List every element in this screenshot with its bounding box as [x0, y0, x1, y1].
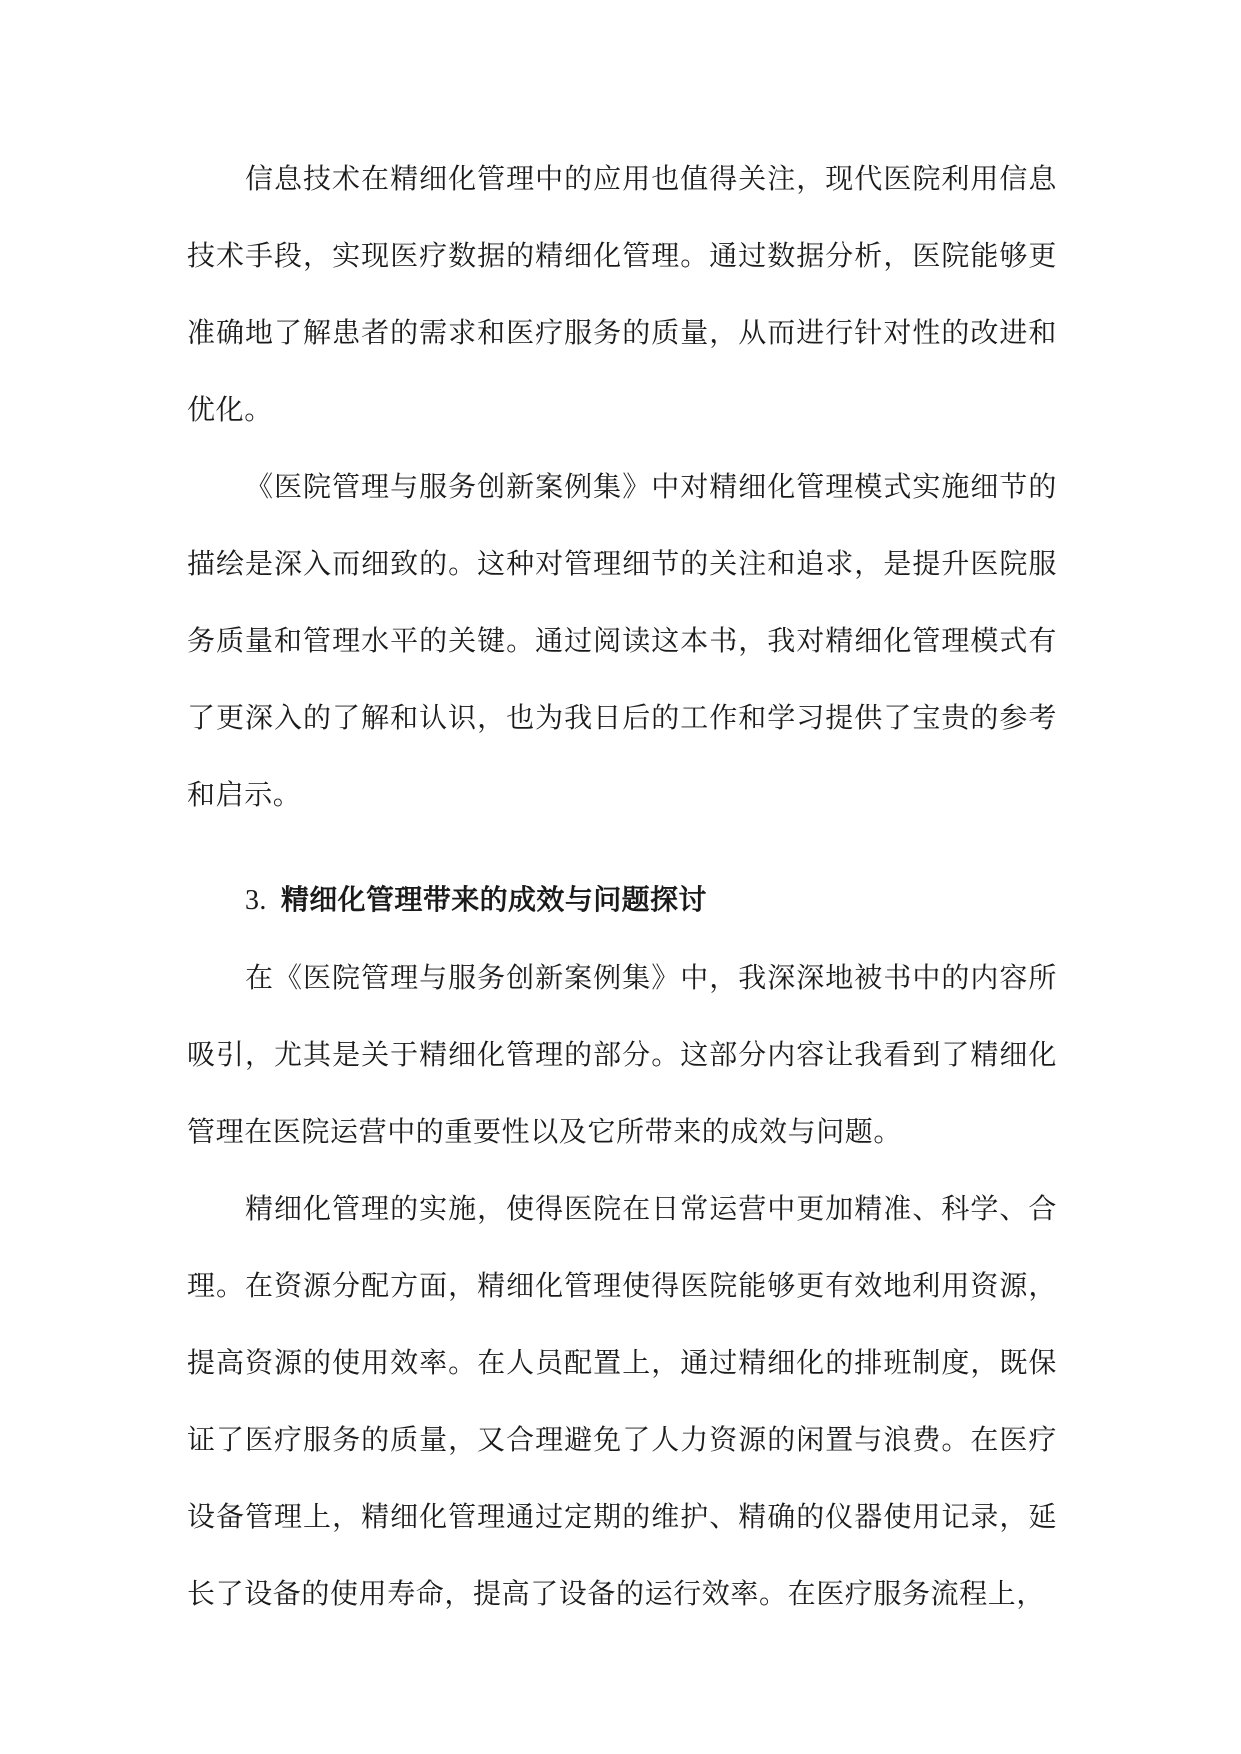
document-body	[187, 140, 1057, 1632]
paragraph-effects: 精细化管理的实施，使得医院在日常运营中更加精准、科学、合理。在资源分配方面，精细化管理使得医院能够更有效地利用资源，提高资源的使用效率。在人员配置上，通过精细化的排班制度，既保证了医疗服务的质量，又合理避免了人力资源的闲置与浪费。在医疗设备管理上，精细化管理通过定期的维护、精确的仪器使用记录，延长了设备的使用寿命，提高了设备的运行效率。在医疗服务流程上，	[187, 1192, 1057, 1610]
paragraph-book-intro: 在《医院管理与服务创新案例集》中，我深深地被书中的内容所吸引，尤其是关于精细化管理的部分。这部分内容让我看到了精细化管理在医院运营中的重要性以及它所带来的成效与问题。	[187, 961, 1057, 1148]
section-heading	[187, 861, 1057, 939]
section-number: 3.	[245, 885, 267, 916]
section-title: 精细化管理带来的成效与问题探讨	[280, 883, 707, 916]
paragraph-it-application: 信息技术在精细化管理中的应用也值得关注，现代医院利用信息技术手段，实现医疗数据的精细化管理。通过数据分析，医院能够更准确地了解患者的需求和医疗服务的质量，从而进行针对性的改进和优化。	[187, 162, 1057, 426]
paragraph-book-details: 《医院管理与服务创新案例集》中对精细化管理模式实施细节的描绘是深入而细致的。这种对管理细节的关注和追求，是提升医院服务质量和管理水平的关键。通过阅读这本书，我对精细化管理模式有了更深入的了解和认识，也为我日后的工作和学习提供了宝贵的参考和启示。	[187, 470, 1057, 811]
